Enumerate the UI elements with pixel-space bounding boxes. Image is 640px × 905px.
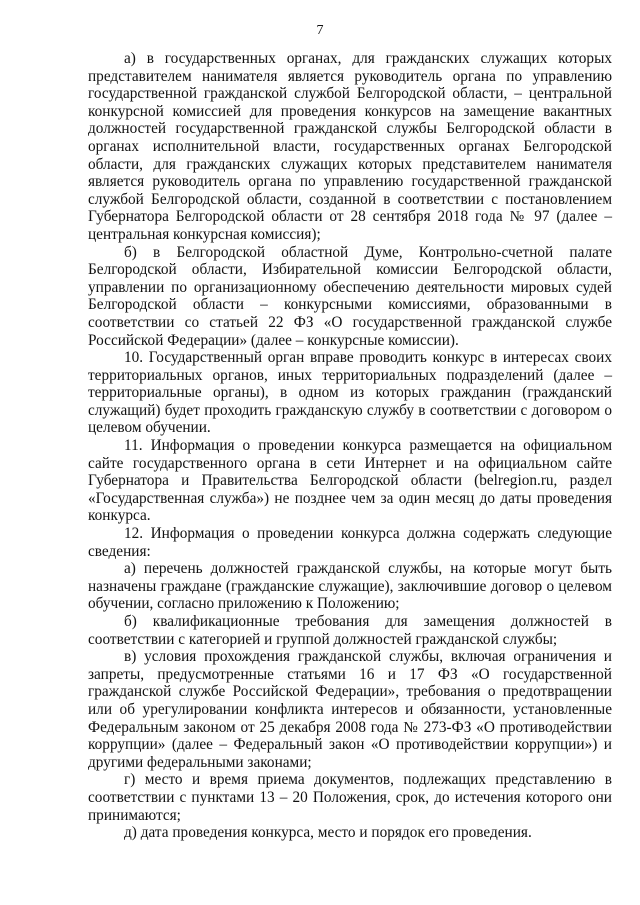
document-body	[88, 50, 612, 842]
paragraph-12d: г) место и время приема документов, подлежащих представлению в соответствии с пунктами 13 – 20 Положения, срок, до истечения которого они принимаются;	[88, 771, 612, 824]
paragraph-12c: в) условия прохождения гражданской службы, включая ограничения и запреты, предусмотренные статьями 16 и 17 ФЗ «О государственной гражданской службе Российской Федерации», требования о предотвращении или об урегулировании конфликта интересов и обязанности, установленные Федеральным законом от 25 декабря 2008 года № 273-ФЗ «О противодействии коррупции» (далее – Федеральный закон «О противодействии коррупции») и другими федеральными законами;	[88, 648, 612, 771]
paragraph-12: 12. Информация о проведении конкурса должна содержать следующие сведения:	[88, 525, 612, 560]
page-number: 7	[316, 23, 324, 38]
paragraph-11: 11. Информация о проведении конкурса размещается на официальном сайте государственного органа в сети Интернет и на официальном сайте Губернатора и Правительства Белгородской области (belregion.ru, раздел «Государственная служба») не позднее чем за один месяц до даты проведения конкурса.	[88, 437, 612, 525]
paragraph-9a: а) в государственных органах, для гражданских служащих которых представителем нанимателя является руководитель органа по управлению государственной гражданской службой Белгородской области, – центральной конкурсной комиссией для проведения конкурсов на замещение вакантных должностей государственной гражданской службы Белгородской области в органах исполнительной власти, государственных органах Белгородской области, для гражданских служащих которых представителем нанимателя является руководитель органа по управлению государственной гражданской службой Белгородской области, созданной в соответствии с постановлением Губернатора Белгородской области от 28 сентября 2018 года № 97 (далее – центральная конкурсная комиссия);	[88, 50, 612, 243]
paragraph-10: 10. Государственный орган вправе проводить конкурс в интересах своих территориальных органов, иных территориальных подразделений (далее – территориальные органы), в одном из которых гражданин (гражданский служащий) будет проходить гражданскую службу в соответствии с договором о целевом обучении.	[88, 349, 612, 437]
paragraph-9b: б) в Белгородской областной Думе, Контрольно-счетной палате Белгородской области, Избирательной комиссии Белгородской области, управлении по организационному обеспечению деятельности мировых судей Белгородской области – конкурсными комиссиями, образованными в соответствии со статьей 22 ФЗ «О государственной гражданской службе Российской Федерации» (далее – конкурсные комиссии).	[88, 243, 612, 349]
paragraph-12e: д) дата проведения конкурса, место и порядок его проведения.	[124, 824, 532, 842]
paragraph-12b: б) квалификационные требования для замещения должностей в соответствии с категорией и группой должностей гражданской службы;	[88, 613, 612, 648]
paragraph-12a: а) перечень должностей гражданской службы, на которые могут быть назначены граждане (гражданские служащие), заключившие договор о целевом обучении, согласно приложению к Положению;	[88, 560, 612, 613]
